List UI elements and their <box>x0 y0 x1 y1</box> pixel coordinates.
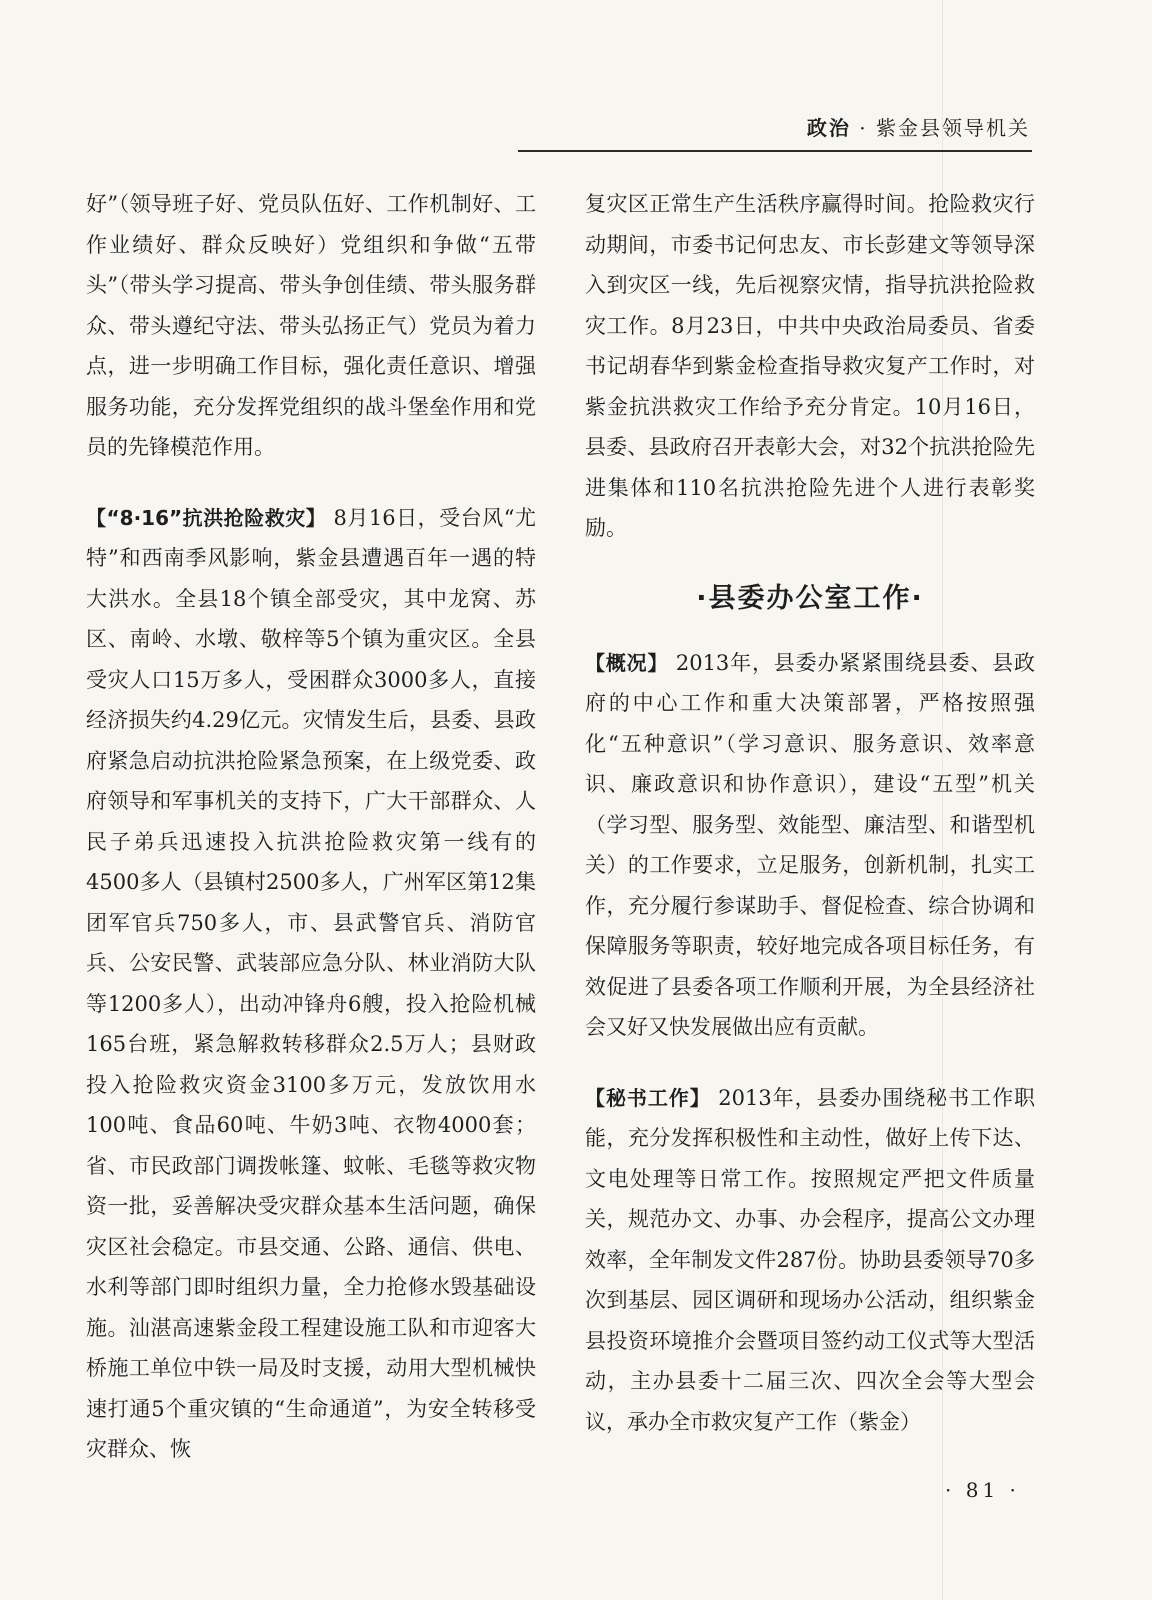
header-section: 政治 <box>806 116 851 140</box>
entry-flood-relief-text: 8月16日，受台风“尤特”和西南季风影响，紫金县遭遇百年一遇的特大洪水。全县18个镇全部受灾，其中龙窝、苏区、南岭、水墩、敬梓等5个镇为重灾区。全县受灾人口15万多人，受困群众3000多人，直接经济损失约4.29亿元。灾情发生后，县委、县政府紧急启动抗洪抢险紧急预案，在上级党委、政府领导和军事机关的支持下，广大干部群众、人民子弟兵迅速投入抗洪抢险救灾第一线有的4500多人（县镇村2500多人，广州军区第12集团军官兵750多人，市、县武警官兵、消防官兵、公安民警、武装部应急分队、林业消防大队等1200多人），出动冲锋舟6艘，投入抢险机械165台班，紧急解救转移群众2.5万人；县财政投入抢险救灾资金3100多万元，发放饮用水100吨、食品60吨、牛奶3吨、衣物4000套；省、市民政部门调拨帐篷、蚊帐、毛毯等救灾物资一批，妥善解决受灾群众基本生活问题，确保灾区社会稳定。市县交通、公路、通信、供电、水利等部门即时组织力量，全力抢修水毁基础设施。汕湛高速紫金段工程建设施工队和市迎客大桥施工单位中铁一局及时支援，动用大型机械快速打通5个重灾镇的“生命通道”，为安全转移受灾群众、恢 <box>86 505 536 1461</box>
entry-secretary-text: 2013年，县委办围绕秘书工作职能，充分发挥积极性和主动性，做好上传下达、文电处理等日常工作。按照规定严把文件质量关，规范办文、办事、办会程序，提高公文办理效率，全年制发文件287份。协助县委领导70多次到基层、园区调研和现场办公活动，组织紫金县投资环境推介会暨项目签约动工仪式等大型活动，主办县委十二届三次、四次全会等大型会议，承办全市救灾复产工作（紫金） <box>585 1085 1036 1434</box>
section-title: ·县委办公室工作· <box>696 582 924 614</box>
right-column <box>585 184 1035 1442</box>
page-number: · 81 · <box>945 1478 1020 1502</box>
entry-overview-text: 2013年，县委办紧紧围绕县委、县政府的中心工作和重大决策部署，严格按照强化“五种意识”（学习意识、服务意识、效率意识、廉政意识和协作意识），建设“五型”机关（学习型、服务型、效能型、廉洁型、和谐型机关）的工作要求，立足服务，创新机制，扎实工作，充分履行参谋助手、督促检查、综合协调和保障服务等职责，较好地完成各项目标任务，有效促进了县委各项工作顺利开展，为全县经济社会又好又快发展做出应有贡献。 <box>585 650 1035 1039</box>
entry-overview-tag: 【概况】 <box>585 650 669 675</box>
entry-secretary <box>585 1078 1035 1443</box>
left-paragraph-continued: 好”（领导班子好、党员队伍好、工作机制好、工作业绩好、群众反映好）党组织和争做“五带头”（带头学习提高、带头争创佳绩、带头服务群众、带头遵纪守法、带头弘扬正气）党员为着力点，进一步明确工作目标，强化责任意识、增强服务功能，充分发挥党组织的战斗堡垒作用和党员的先锋模范作用。 <box>86 192 536 459</box>
entry-secretary-tag: 【秘书工作】 <box>585 1085 711 1110</box>
left-column <box>86 184 536 1470</box>
entry-overview <box>585 643 1035 1048</box>
entry-flood-relief-tag: 【“8·16”抗洪抢险救灾】 <box>86 505 327 530</box>
running-header <box>770 112 1030 141</box>
right-paragraph-continued: 复灾区正常生产生活秩序赢得时间。抢险救灾行动期间，市委书记何忠友、市长彭建文等领导深入到灾区一线，先后视察灾情，指导抗洪抢险救灾工作。8月23日，中共中央政治局委员、省委书记胡春华到紫金检查指导救灾复产工作时，对紫金抗洪救灾工作给予充分肯定。10月16日，县委、县政府召开表彰大会，对32个抗洪抢险先进集体和110名抗洪抢险先进个人进行表彰奖励。 <box>585 192 1035 540</box>
header-subsection: 紫金县领导机关 <box>876 116 1030 140</box>
header-separator: · <box>859 116 868 140</box>
entry-flood-relief <box>86 498 536 1470</box>
header-rule <box>518 150 1032 152</box>
